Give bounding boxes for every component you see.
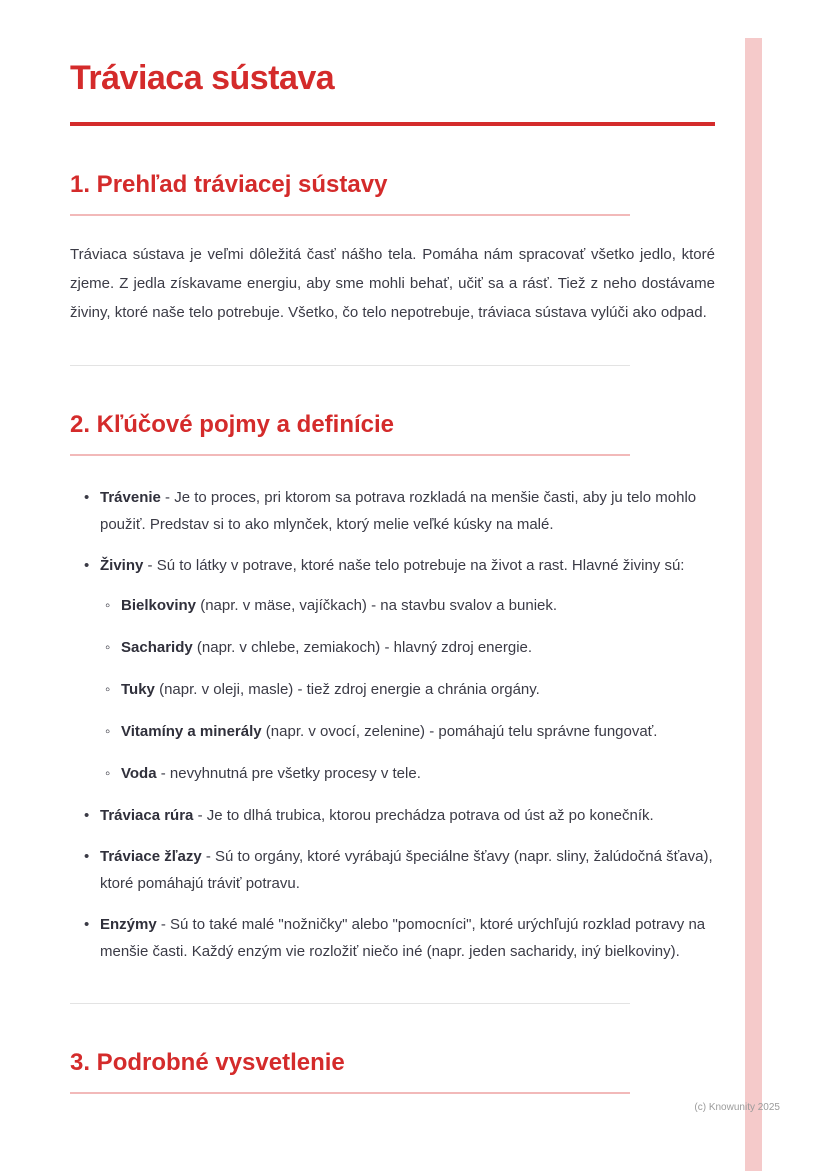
section-divider [70, 1003, 630, 1004]
terms-list [70, 484, 715, 965]
term-label: Enzýmy [100, 916, 157, 933]
term-definition: - Sú to také malé "nožničky" alebo "pomocníci", ktoré urýchľujú rozklad potravy na menšie časti. Každý enzým vie rozložiť niečo iné (napr. jeden sacharidy, iný bielkoviny). [100, 916, 706, 960]
section-terms-heading: 2. Kľúčové pojmy a definície [70, 410, 630, 456]
term-definition: - nevyhnutná pre všetky procesy v tele. [156, 765, 421, 782]
term-definition: - Sú to látky v potrave, ktoré naše telo potrebuje na život a rast. Hlavné živiny sú: [143, 557, 685, 574]
sublist-item-tuky [121, 676, 715, 703]
term-definition: (napr. v ovocí, zelenine) - pomáhajú telu správne fungovať. [261, 723, 658, 740]
list-item-traviaca-rura [100, 802, 715, 829]
term-definition: (napr. v chlebe, zemiakoch) - hlavný zdroj energie. [192, 639, 533, 656]
term-definition: - Sú to orgány, ktoré vyrábajú špeciálne šťavy (napr. sliny, žalúdočná šťava), ktoré pomáhajú tráviť potravu. [100, 848, 713, 892]
term-label: Tuky [121, 681, 155, 698]
list-item-ziviny [100, 552, 715, 787]
term-label: Voda [121, 765, 157, 782]
section-terms [70, 410, 715, 965]
section-overview-heading: 1. Prehľad tráviacej sústavy [70, 170, 630, 216]
section-detail [70, 1048, 715, 1094]
title-rule [70, 122, 715, 126]
copyright-notice: (c) Knowunity 2025 [694, 1102, 780, 1113]
term-label: Sacharidy [121, 639, 193, 656]
section-detail-heading: 3. Podrobné vysvetlenie [70, 1048, 630, 1094]
nutrients-sublist [100, 592, 715, 787]
page-title: Tráviaca sústava [70, 59, 335, 97]
term-definition: (napr. v mäse, vajíčkach) - na stavbu svalov a buniek. [196, 597, 558, 614]
term-label: Tráviaca rúra [100, 807, 194, 824]
term-label: Vitamíny a minerály [121, 723, 262, 740]
sublist-item-vitaminy [121, 718, 715, 745]
list-item-enzymy [100, 911, 715, 965]
list-item-travenie [100, 484, 715, 538]
term-definition: (napr. v oleji, masle) - tiež zdroj energie a chránia orgány. [154, 681, 540, 698]
list-item-traviace-zlazy [100, 843, 715, 897]
section-divider [70, 365, 630, 366]
term-label: Tráviace žľazy [100, 848, 202, 865]
term-definition: - Je to dlhá trubica, ktorou prechádza potrava od úst až po konečník. [193, 807, 654, 824]
term-label: Živiny [100, 557, 144, 574]
sublist-item-voda [121, 760, 715, 787]
sublist-item-sacharidy [121, 634, 715, 661]
section-overview [70, 170, 715, 327]
overview-paragraph: Tráviaca sústava je veľmi dôležitá časť nášho tela. Pomáha nám spracovať všetko jedlo, ktoré zjeme. Z jedla získavame energiu, aby sme mohli behať, učiť sa a rásť. Tiež z neho dostávame živiny, ktoré naše telo potrebuje. Všetko, čo telo nepotrebuje, tráviaca sústava vylúči ako odpad. [70, 246, 715, 321]
term-label: Bielkoviny [121, 597, 197, 614]
sublist-item-bielkoviny [121, 592, 715, 619]
term-definition: - Je to proces, pri ktorom sa potrava rozkladá na menšie časti, aby ju telo mohlo použiť. Predstav si to ako mlynček, ktorý melie veľké kúsky na malé. [100, 489, 697, 533]
term-label: Trávenie [100, 489, 161, 506]
